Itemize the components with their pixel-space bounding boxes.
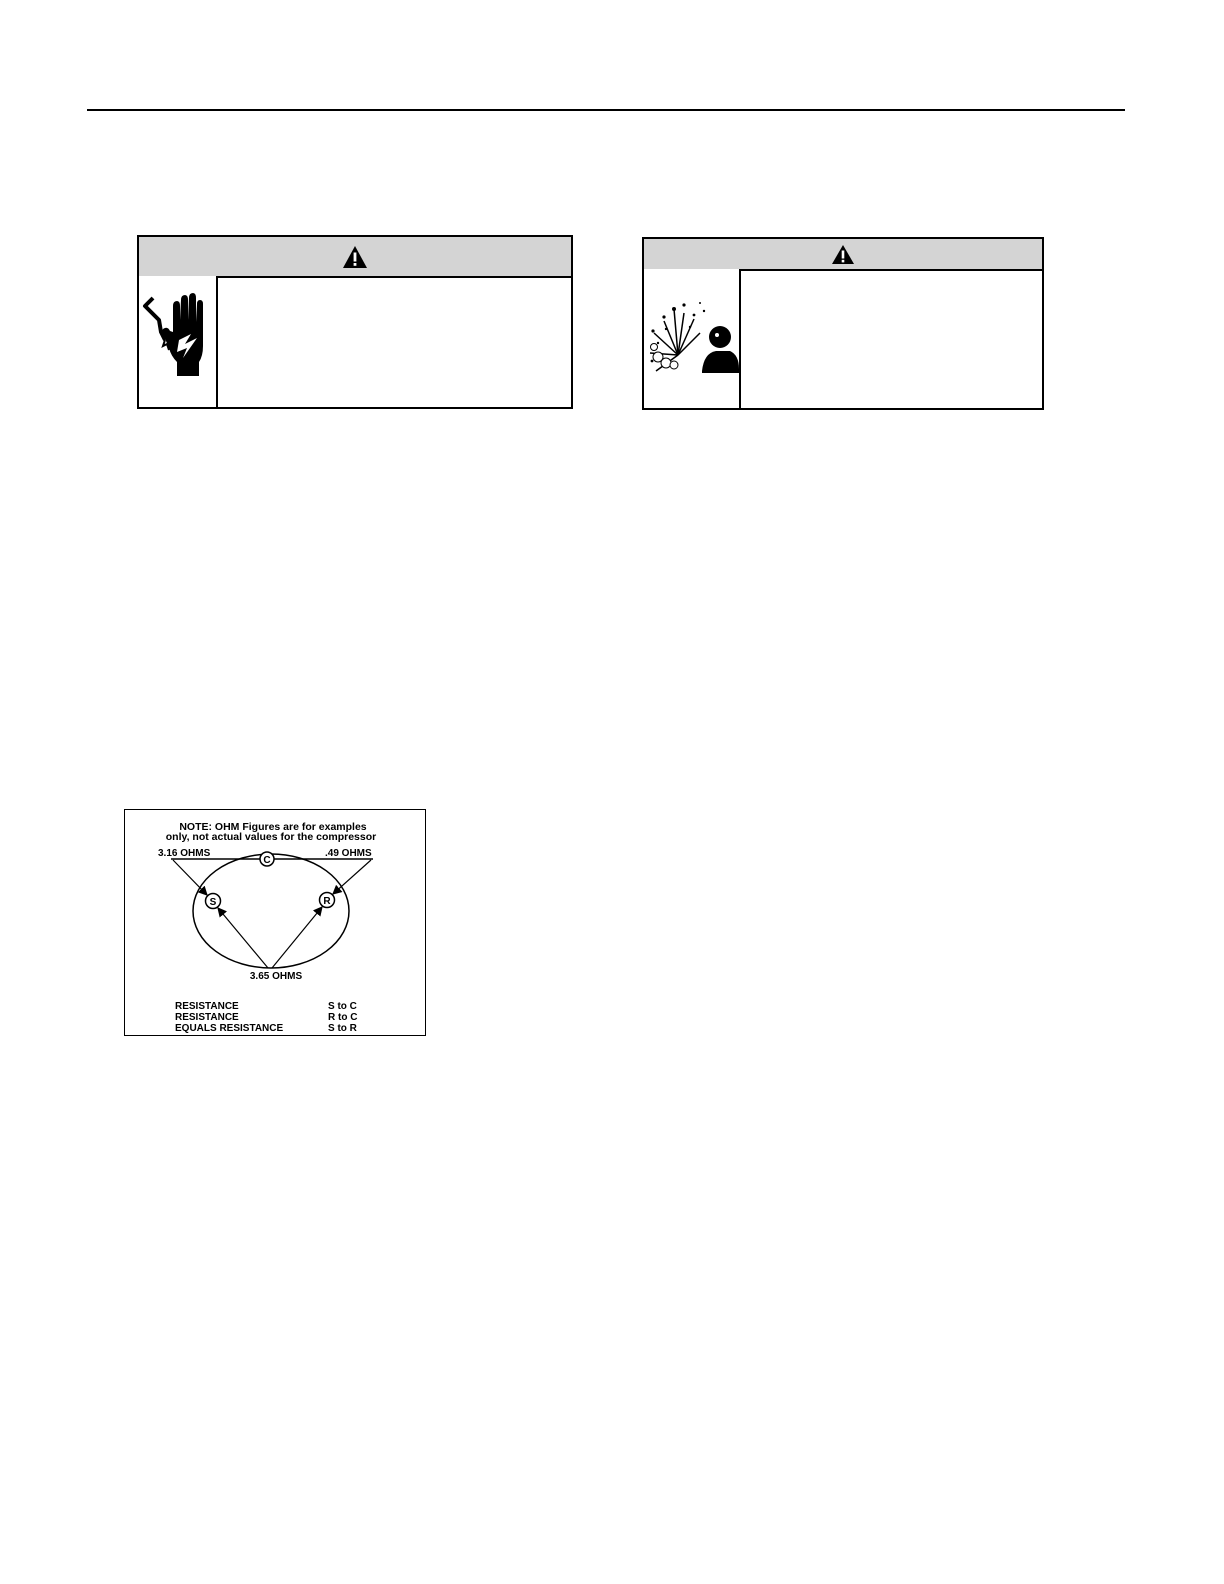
explosion-hazard-icon xyxy=(644,269,739,410)
row-label: RESISTANCE xyxy=(175,1001,239,1012)
warning-header xyxy=(139,237,571,278)
warning-triangle-icon xyxy=(342,245,368,269)
header-rule xyxy=(87,109,1125,111)
arrow-bottom-to-s xyxy=(218,908,268,968)
warning-text xyxy=(741,269,1042,408)
label-s-to-c: 3.16 OHMS xyxy=(158,848,211,859)
row-value: S to C xyxy=(328,1001,357,1012)
label-s-to-r: 3.65 OHMS xyxy=(249,971,303,982)
terminal-s-label: S xyxy=(209,897,217,908)
warning-triangle-icon xyxy=(831,244,855,265)
electrical-shock-hand-icon xyxy=(139,276,216,407)
warning-header xyxy=(644,239,1042,271)
row-value: R to C xyxy=(328,1012,358,1023)
row-value: S to R xyxy=(328,1023,357,1034)
terminal-r-label: R xyxy=(323,896,331,907)
terminal-c-label: C xyxy=(263,855,271,866)
compressor-outline xyxy=(193,854,349,968)
warning-icon-cell xyxy=(139,276,218,407)
figure-note-line1: NOTE: OHM Figures are for examples xyxy=(179,821,367,833)
row-label: RESISTANCE xyxy=(175,1012,239,1023)
arrow-to-r xyxy=(333,860,371,894)
figure-note-line2: only, not actual values for the compressor xyxy=(165,831,377,843)
warning-box-electrical xyxy=(137,235,573,409)
warning-text xyxy=(218,276,571,407)
resistance-diagram xyxy=(125,810,424,1034)
arrow-to-s xyxy=(173,860,207,895)
warning-box-explosion xyxy=(642,237,1044,410)
row-label: EQUALS RESISTANCE xyxy=(175,1023,284,1034)
warning-icon-cell xyxy=(644,269,741,408)
label-r-to-c: .49 OHMS xyxy=(325,848,372,859)
compressor-resistance-figure xyxy=(124,809,426,1036)
